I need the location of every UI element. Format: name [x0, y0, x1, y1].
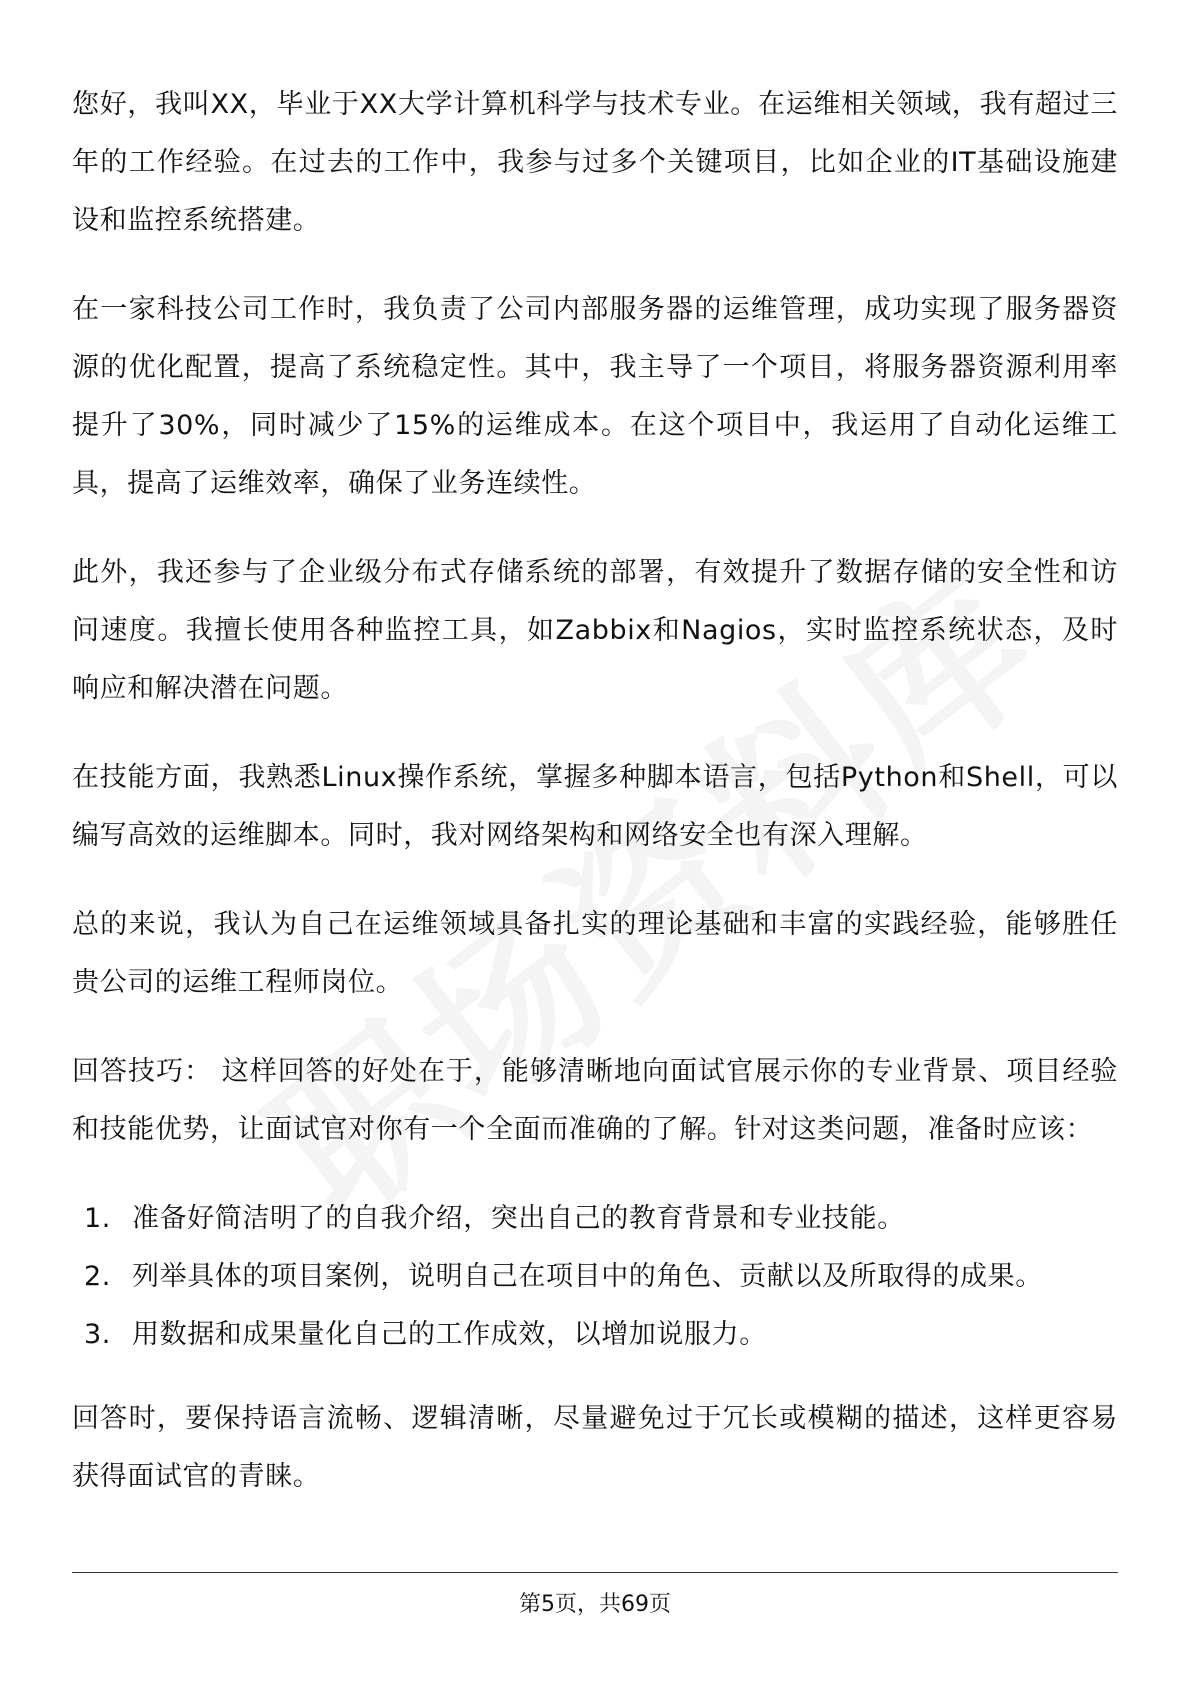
list-text: 列举具体的项目案例，说明自己在项目中的角色、贡献以及所取得的成果。: [132, 1261, 1043, 1292]
footer-divider: [72, 1572, 1118, 1573]
paragraph-server-ops: 在一家科技公司工作时，我负责了公司内部服务器的运维管理，成功实现了服务器资源的优化配置，提高了系统稳定性。其中，我主导了一个项目，将服务器资源利用率提升了30%，同时减少了15%的运维成本。在这个项目中，我运用了自动化运维工具，提高了运维效率，确保了业务连续性。: [72, 294, 1118, 499]
list-number: 1.: [84, 1203, 111, 1234]
paragraph-skills: 在技能方面，我熟悉Linux操作系统，掌握多种脚本语言，包括Python和Shell，可以编写高效的运维脚本。同时，我对网络架构和网络安全也有深入理解。: [72, 762, 1118, 851]
list-number: 3.: [84, 1319, 111, 1350]
list-item: [72, 1190, 1118, 1248]
list-item: [72, 1306, 1118, 1364]
page-number: 第5页，共69页: [519, 1592, 671, 1617]
list-text: 准备好简洁明了的自我介绍，突出自己的教育背景和专业技能。: [132, 1203, 905, 1234]
list-item: [72, 1248, 1118, 1306]
list-number: 2.: [84, 1261, 111, 1292]
list-text: 用数据和成果量化自己的工作成效，以增加说服力。: [132, 1319, 767, 1350]
paragraph-summary: 总的来说，我认为自己在运维领域具备扎实的理论基础和丰富的实践经验，能够胜任贵公司的运维工程师岗位。: [72, 909, 1118, 998]
tips-list: [72, 1190, 1118, 1364]
paragraph-intro: 您好，我叫XX，毕业于XX大学计算机科学与技术专业。在运维相关领域，我有超过三年的工作经验。在过去的工作中，我参与过多个关键项目，比如企业的IT基础设施建设和监控系统搭建。: [72, 89, 1118, 236]
paragraph-storage: 此外，我还参与了企业级分布式存储系统的部署，有效提升了数据存储的安全性和访问速度。我擅长使用各种监控工具，如Zabbix和Nagios，实时监控系统状态，及时响应和解决潜在问题。: [72, 557, 1118, 704]
paragraph-closing: 回答时，要保持语言流畅、逻辑清晰，尽量避免过于冗长或模糊的描述，这样更容易获得面试官的青睐。: [72, 1403, 1118, 1492]
document-body: [72, 76, 1118, 1537]
paragraph-tips: 回答技巧： 这样回答的好处在于，能够清晰地向面试官展示你的专业背景、项目经验和技能优势，让面试官对你有一个全面而准确的了解。针对这类问题，准备时应该：: [72, 1056, 1118, 1145]
